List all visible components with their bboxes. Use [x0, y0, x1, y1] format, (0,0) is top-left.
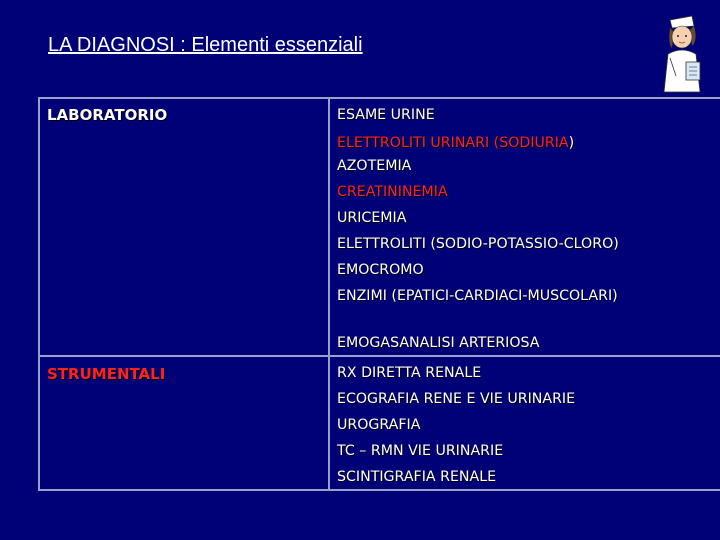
- table-column-divider: [328, 97, 330, 491]
- instrumental-item: ECOGRAFIA RENE E VIE URINARIE: [337, 391, 576, 407]
- lab-item: EMOGASANALISI ARTERIOSA: [337, 335, 540, 351]
- lab-item: CREATININEMIA: [337, 184, 448, 200]
- instrumental-item: TC – RMN VIE URINARIE: [337, 443, 504, 459]
- category-laboratorio: LABORATORIO: [47, 106, 168, 124]
- nurse-icon: [656, 14, 708, 94]
- instrumental-item: RX DIRETTA RENALE: [337, 365, 482, 381]
- lab-item: ESAME URINE: [337, 107, 435, 123]
- lab-item: AZOTEMIA: [337, 158, 412, 174]
- category-strumentali: STRUMENTALI: [47, 365, 166, 383]
- slide-title: LA DIAGNOSI : Elementi essenziali: [48, 34, 363, 56]
- lab-item: ELETTROLITI (SODIO-POTASSIO-CLORO): [337, 236, 619, 252]
- lab-item: ENZIMI (EPATICI-CARDIACI-MUSCOLARI): [337, 288, 618, 304]
- table-row-divider: [38, 355, 720, 357]
- instrumental-item: SCINTIGRAFIA RENALE: [337, 469, 497, 485]
- lab-item: EMOCROMO: [337, 262, 424, 278]
- instrumental-item: UROGRAFIA: [337, 417, 421, 433]
- lab-item: ELETTROLITI URINARI (SODIURIA): [337, 135, 575, 151]
- lab-item: URICEMIA: [337, 210, 407, 226]
